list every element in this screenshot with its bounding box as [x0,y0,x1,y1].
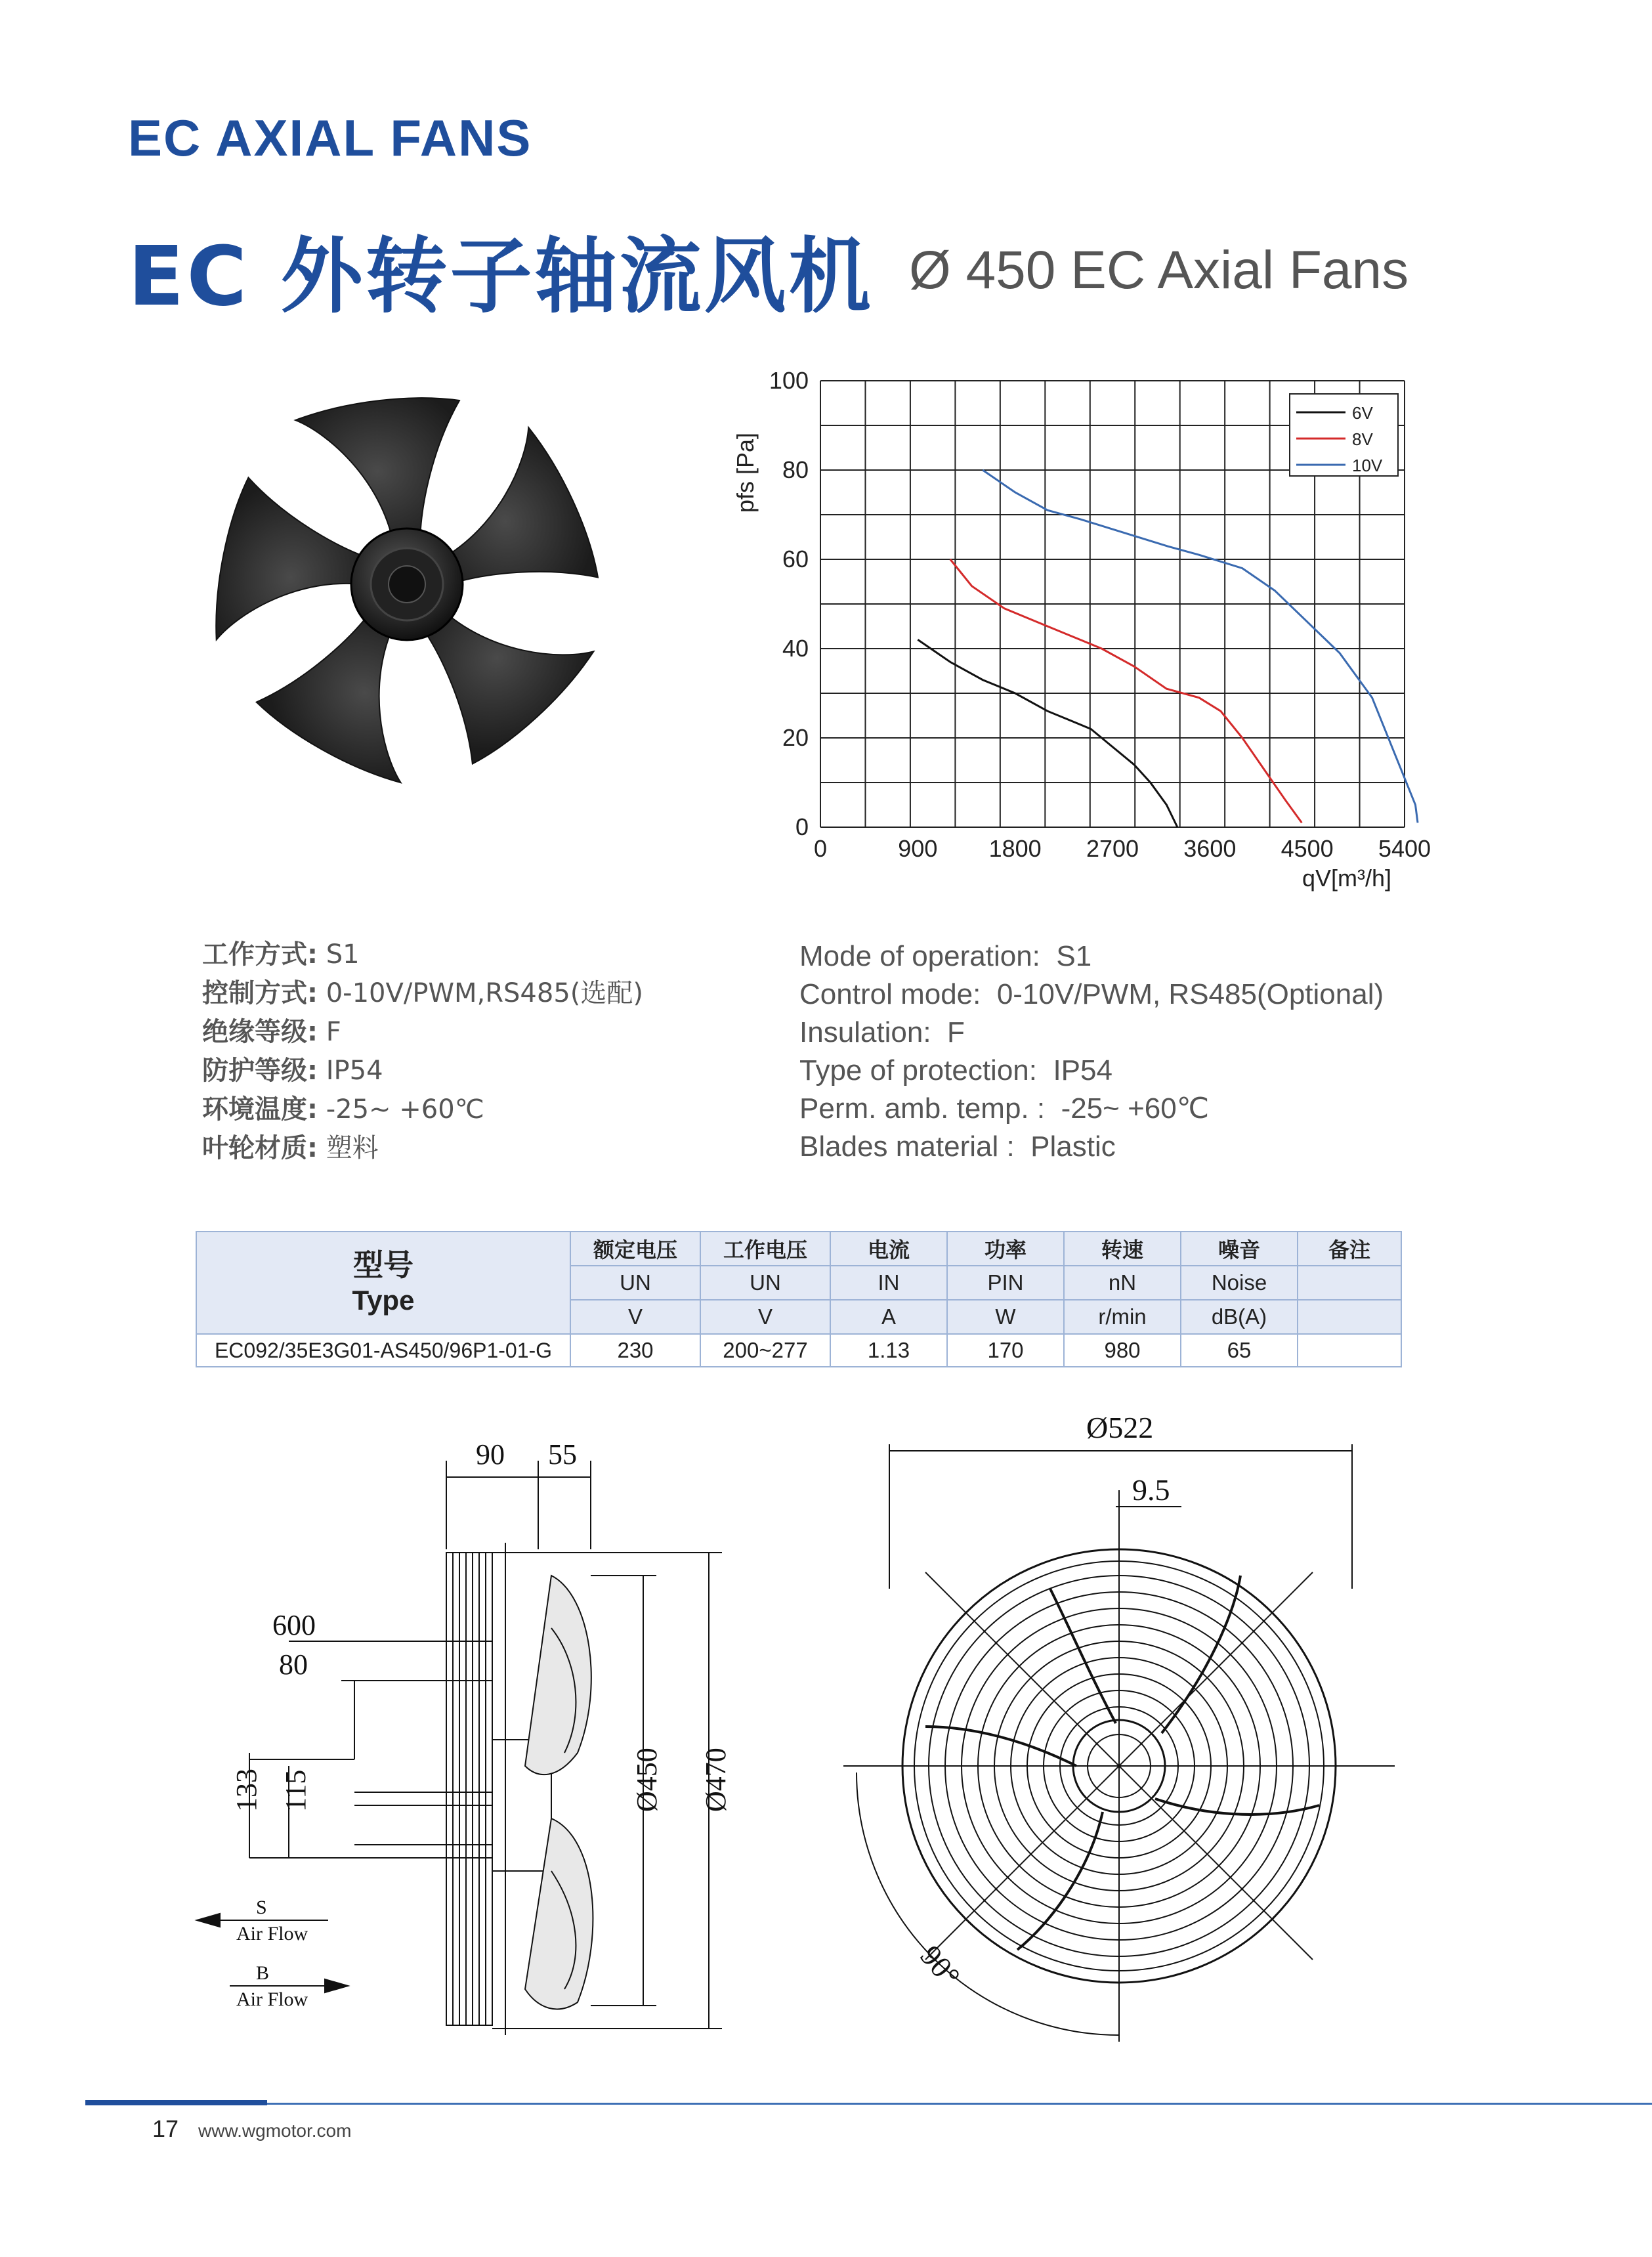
website-url: www.wgmotor.com [198,2120,352,2141]
table-symbol-cell: Noise [1181,1266,1298,1300]
y-tick-label: 20 [782,724,809,751]
table-unit-cell: A [830,1300,947,1334]
airflow-label: Air Flow [236,1988,308,2010]
x-tick-label: 2700 [1086,835,1139,862]
dim-label: Ø470 [700,1748,732,1812]
model-cell: EC092/35E3G01-AS450/96P1-01-G [196,1334,570,1367]
side-view-drawing [184,1411,748,2035]
table-unit-cell: V [570,1300,700,1334]
front-view-drawing [840,1398,1405,2055]
chart-legend [1290,394,1398,476]
spec-row: 环境温度: -25~ +60℃ [202,1094,484,1125]
dim-label: 90 [476,1438,505,1471]
series-title: EC AXIAL FANS [128,109,532,167]
table-symbol-cell: PIN [947,1266,1064,1300]
dim-label: Ø450 [631,1748,663,1812]
spec-table [196,1231,1402,1367]
table-symbol-cell: UN [700,1266,830,1300]
page-subtitle: Ø 450 EC Axial Fans [909,240,1409,300]
spec-row: Perm. amb. temp. : -25~ +60℃ [799,1092,1210,1125]
dim-label: Ø522 [1086,1411,1154,1444]
fan-product-image [190,387,624,814]
legend-label: 6V [1352,403,1373,423]
table-symbol-cell: IN [830,1266,947,1300]
table-header-cell: 噪音 [1181,1232,1298,1266]
x-tick-label: 5400 [1378,835,1431,862]
legend-label: 8V [1352,429,1373,449]
airflow-b-label: B [256,1962,270,1984]
page-number: 17 [152,2115,179,2142]
table-header-cell: 转速 [1064,1232,1181,1266]
page-title: EC 外转子轴流风机 [128,229,874,324]
spec-list-cn [202,935,643,1168]
table-unit-cell: dB(A) [1181,1300,1298,1334]
table-cell: 200~277 [700,1334,830,1367]
table-unit-cell: r/min [1064,1300,1181,1334]
spec-row: Mode of operation: S1 [799,940,1092,972]
spec-row: Control mode: 0-10V/PWM, RS485(Optional) [799,978,1384,1010]
spec-row: Insulation: F [799,1016,965,1048]
table-header-cell: 电流 [830,1232,947,1266]
y-tick-label: 80 [782,456,809,483]
table-cell: 230 [570,1334,700,1367]
x-tick-label: 1800 [988,835,1042,862]
table-row [196,1334,1401,1367]
dim-label: 55 [548,1438,577,1471]
table-header-cell: 功率 [947,1232,1064,1266]
table-cell [1298,1334,1401,1367]
table-unit-cell [1298,1300,1401,1334]
dim-label: 115 [280,1769,312,1812]
dim-label: 600 [272,1609,316,1641]
series-line-10V [983,470,1418,823]
spec-row: Blades material : Plastic [799,1130,1116,1163]
table-header-cell: 工作电压 [700,1232,830,1266]
dim-label: 133 [230,1769,263,1812]
y-tick-label: 40 [782,635,809,662]
table-symbol-cell [1298,1266,1401,1300]
dim-label: 90° [914,1939,967,1993]
dim-label: 9.5 [1132,1473,1170,1507]
spec-row: 绝缘等级: F [202,1017,341,1047]
x-axis-label: qV[m³/h] [1302,865,1391,892]
table-cell: 980 [1064,1334,1181,1367]
table-header-cell: 备注 [1298,1232,1401,1266]
table-cell: 65 [1181,1334,1298,1367]
spec-row: 控制方式: 0-10V/PWM,RS485(选配) [202,978,643,1008]
series-line-6V [918,639,1177,827]
dim-label: 80 [279,1648,308,1681]
y-tick-label: 100 [769,367,809,394]
x-tick-label: 900 [898,835,938,862]
spec-list-en [799,937,1384,1166]
footer-divider [85,2103,1652,2105]
airflow-label: Air Flow [236,1923,308,1945]
x-tick-label: 4500 [1281,835,1334,862]
legend-label: 10V [1352,456,1383,475]
table-symbol-cell: UN [570,1266,700,1300]
performance-curve-chart [722,361,1431,899]
table-symbol-cell: nN [1064,1266,1181,1300]
y-axis-label: pfs [Pa] [732,432,759,513]
series-line-8V [950,559,1302,823]
spec-row: Type of protection: IP54 [799,1054,1112,1086]
type-header: 型号 Type [196,1232,570,1334]
x-tick-label: 3600 [1183,835,1237,862]
table-cell: 170 [947,1334,1064,1367]
y-tick-label: 0 [795,813,809,840]
airflow-s-label: S [256,1897,267,1918]
x-tick-label: 0 [813,835,828,862]
spec-row: 工作方式: S1 [202,939,360,970]
y-tick-label: 60 [782,546,809,572]
table-header-cell: 额定电压 [570,1232,700,1266]
table-cell: 1.13 [830,1334,947,1367]
spec-row: 叶轮材质: 塑料 [202,1133,379,1163]
table-unit-cell: V [700,1300,830,1334]
footer-accent-bar [85,2100,267,2105]
spec-row: 防护等级: IP54 [202,1056,383,1086]
table-unit-cell: W [947,1300,1064,1334]
